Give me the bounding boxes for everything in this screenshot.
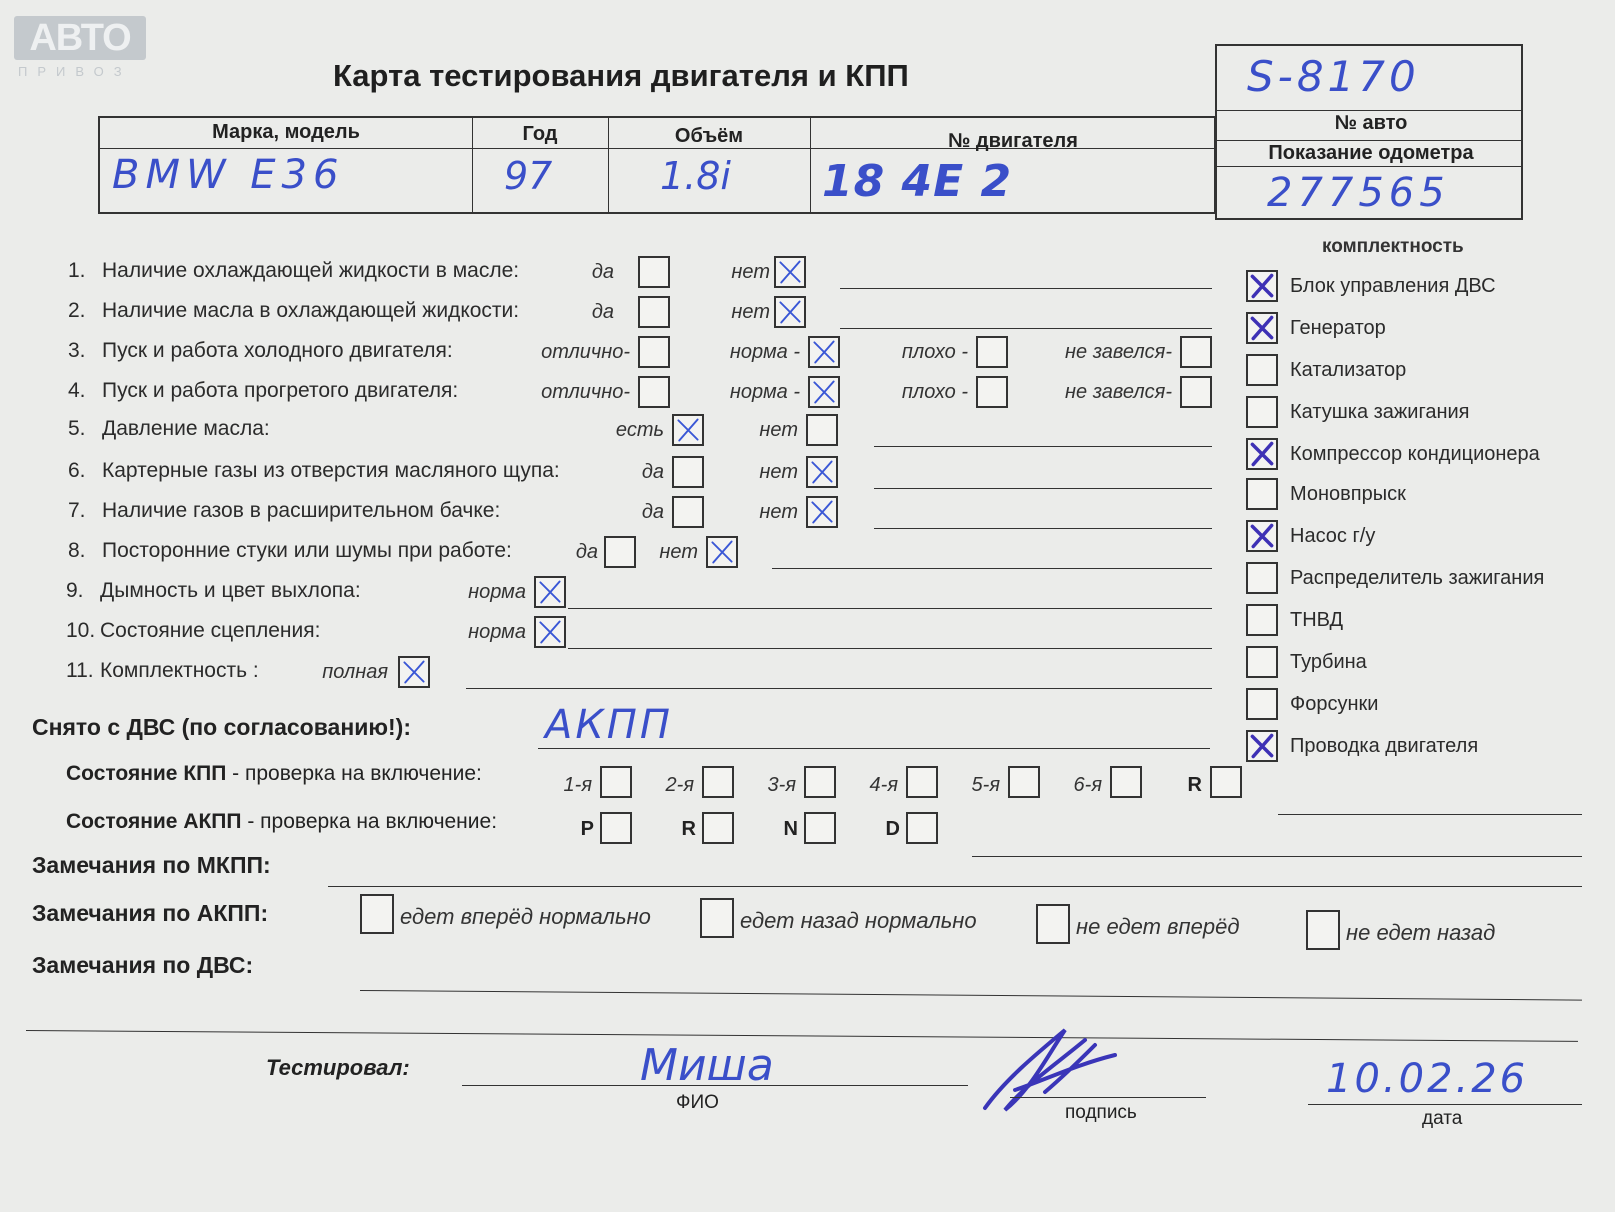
- fio-label: ФИО: [676, 1092, 719, 1113]
- check-option-label: полная: [322, 661, 388, 683]
- completeness-item-label: Генератор: [1290, 317, 1386, 339]
- check-text: Посторонние стуки или шумы при работе:: [102, 539, 512, 562]
- check-option-label: не завелся-: [1065, 381, 1172, 403]
- completeness-checkbox[interactable]: [1246, 604, 1278, 636]
- auto-no-label: № авто: [1334, 112, 1408, 134]
- check-number: 3.: [68, 339, 86, 362]
- kpp-gear-label: 3-я: [767, 774, 796, 796]
- akpp-remark-label: едет назад нормально: [740, 908, 977, 933]
- check-comment-line: [840, 288, 1212, 289]
- check-option-label: нет: [659, 541, 698, 563]
- completeness-checkbox[interactable]: [1246, 396, 1278, 428]
- check-option-box[interactable]: [706, 536, 738, 568]
- check-option-box[interactable]: [534, 576, 566, 608]
- completeness-checkbox[interactable]: [1246, 646, 1278, 678]
- kpp-gear-label: 1-я: [563, 774, 592, 796]
- completeness-item-label: Моновпрыск: [1290, 483, 1406, 505]
- make-model-value: BMW E36: [112, 152, 345, 198]
- remarks-dvs-line-2: [26, 1030, 1578, 1042]
- sign-label: подпись: [1065, 1102, 1137, 1123]
- kpp-gear-label: 2-я: [665, 774, 694, 796]
- kpp-label-bold: Состояние КПП: [66, 762, 227, 785]
- akpp-position-label: R: [681, 818, 696, 840]
- check-mark-icon: [808, 458, 836, 486]
- kpp-label-rest: - проверка на включение:: [226, 762, 482, 785]
- completeness-item-label: Катализатор: [1290, 359, 1407, 381]
- check-option-label: да: [591, 301, 614, 323]
- remarks-mkpp-line: [328, 886, 1582, 887]
- check-option-label: не завелся-: [1065, 341, 1172, 363]
- date-line: [1308, 1104, 1582, 1105]
- check-mark-icon: [536, 578, 564, 606]
- check-option-label: плохо -: [901, 341, 968, 363]
- remarks-dvs-line-1: [360, 990, 1582, 1001]
- sign-line: [1010, 1097, 1206, 1098]
- logo-sub-text: ПРИВОЗ: [18, 64, 132, 79]
- akpp-position-label: P: [580, 818, 594, 840]
- check-option-label: плохо -: [901, 381, 968, 403]
- check-option-label: отлично-: [541, 341, 630, 363]
- date-value: 10.02.26: [1326, 1056, 1529, 1102]
- completeness-checkbox[interactable]: [1246, 688, 1278, 720]
- akpp-remark-box[interactable]: [1036, 904, 1070, 944]
- kpp-gear-label: 5-я: [971, 774, 1000, 796]
- completeness-item-label: Проводка двигателя: [1290, 735, 1479, 757]
- check-option-label: норма -: [729, 381, 800, 403]
- year-value: 97: [504, 154, 553, 198]
- check-number: 10.: [66, 619, 96, 642]
- completeness-item-label: Форсунки: [1290, 693, 1379, 715]
- check-option-label: отлично-: [541, 381, 630, 403]
- auto-odometer-box: [1215, 44, 1523, 220]
- odometer-value: 277565: [1267, 170, 1450, 216]
- completeness-item-label: Блок управления ДВС: [1290, 275, 1496, 297]
- check-option-label: нет: [759, 501, 798, 523]
- check-text: Пуск и работа холодного двигателя:: [102, 339, 453, 362]
- engine-no-header: № двигателя: [948, 130, 1078, 152]
- kpp-gear-label: R: [1187, 774, 1202, 796]
- year-header: Год: [522, 123, 558, 145]
- page-title: Карта тестирования двигателя и КПП: [333, 58, 909, 93]
- completeness-checkbox[interactable]: [1246, 562, 1278, 594]
- kpp-gear-box[interactable]: [1210, 766, 1242, 798]
- kpp-gear-label: 6-я: [1073, 774, 1102, 796]
- completeness-checkbox[interactable]: [1246, 520, 1278, 552]
- check-text: Картерные газы из отверстия масляного щупа:: [102, 459, 560, 482]
- auto-no-value: S-8170: [1247, 52, 1420, 101]
- check-text: Дымность и цвет выхлопа:: [100, 579, 361, 602]
- vehicle-info-table: [98, 116, 1216, 214]
- date-label: дата: [1422, 1108, 1463, 1129]
- check-text: Давление масла:: [102, 417, 270, 440]
- check-option-box[interactable]: [774, 296, 806, 328]
- remarks-dvs-label: Замечания по ДВС:: [32, 952, 254, 978]
- check-option-box[interactable]: [806, 414, 838, 446]
- check-option-box[interactable]: [534, 616, 566, 648]
- kpp-gear-label: 4-я: [869, 774, 898, 796]
- remarks-mkpp-label: Замечания по МКПП:: [32, 852, 271, 878]
- akpp-remark-box[interactable]: [1306, 910, 1340, 950]
- engine-no-value: 18 4E 2: [822, 156, 1013, 207]
- check-number: 5.: [68, 417, 86, 440]
- completeness-title: комплектность: [1322, 236, 1464, 257]
- check-number: 11.: [66, 659, 94, 682]
- completeness-checkbox[interactable]: [1246, 270, 1278, 302]
- check-mark-icon: [1248, 314, 1276, 342]
- volume-value: 1.8i: [660, 154, 731, 198]
- check-text: Комплектность :: [100, 659, 259, 682]
- check-comment-line: [772, 568, 1212, 569]
- check-comment-line: [840, 328, 1212, 329]
- check-option-label: нет: [731, 301, 770, 323]
- akpp-label-rest: - проверка на включение:: [241, 810, 498, 833]
- make-model-header: Марка, модель: [212, 121, 360, 143]
- completeness-checkbox[interactable]: [1246, 730, 1278, 762]
- check-comment-line: [568, 608, 1212, 609]
- completeness-item-label: Турбина: [1290, 651, 1367, 673]
- completeness-item-label: Распределитель зажигания: [1290, 567, 1545, 589]
- check-mark-icon: [1248, 522, 1276, 550]
- check-mark-icon: [1248, 272, 1276, 300]
- check-text: Наличие газов в расширительном бачке:: [102, 499, 501, 522]
- check-mark-icon: [400, 658, 428, 686]
- check-option-label: нет: [759, 419, 798, 441]
- removed-label: Снято с ДВС (по согласованию!):: [32, 714, 411, 740]
- check-number: 1.: [68, 259, 86, 282]
- check-mark-icon: [1248, 440, 1276, 468]
- check-number: 2.: [68, 299, 86, 322]
- check-number: 7.: [68, 499, 86, 522]
- akpp-position-label: D: [885, 818, 900, 840]
- logo-main-text: АВТО: [14, 16, 146, 60]
- check-mark-icon: [1248, 732, 1276, 760]
- completeness-checkbox[interactable]: [1246, 438, 1278, 470]
- volume-header: Объём: [674, 125, 744, 147]
- completeness-checkbox[interactable]: [1246, 312, 1278, 344]
- completeness-item-label: Катушка зажигания: [1290, 401, 1470, 423]
- check-option-label: да: [591, 261, 614, 283]
- akpp-line: [972, 856, 1582, 857]
- completeness-checkbox[interactable]: [1246, 478, 1278, 510]
- akpp-remark-box[interactable]: [700, 898, 734, 938]
- check-option-label: есть: [615, 419, 664, 441]
- check-option-label: норма -: [729, 341, 800, 363]
- check-mark-icon: [708, 538, 736, 566]
- logo: [14, 16, 150, 82]
- completeness-checkbox[interactable]: [1246, 354, 1278, 386]
- akpp-label-bold: Состояние АКПП: [66, 810, 242, 833]
- check-option-label: да: [575, 541, 598, 563]
- check-option-box[interactable]: [806, 496, 838, 528]
- check-option-box[interactable]: [806, 456, 838, 488]
- check-comment-line: [568, 648, 1212, 649]
- fio-value: Миша: [640, 1040, 774, 1091]
- completeness-item-label: Компрессор кондиционера: [1290, 443, 1540, 465]
- check-option-box[interactable]: [398, 656, 430, 688]
- check-number: 8.: [68, 539, 86, 562]
- check-option-box[interactable]: [1180, 336, 1212, 368]
- removed-value: АКПП: [545, 702, 673, 748]
- check-mark-icon: [776, 298, 804, 326]
- check-comment-line: [874, 528, 1212, 529]
- check-option-label: нет: [731, 261, 770, 283]
- akpp-remark-box[interactable]: [360, 894, 394, 934]
- removed-line: [538, 748, 1210, 749]
- check-option-label: да: [641, 501, 664, 523]
- odometer-label: Показание одометра: [1268, 142, 1474, 164]
- completeness-item-label: Насос г/у: [1290, 525, 1376, 547]
- check-comment-line: [466, 688, 1212, 689]
- check-number: 9.: [66, 579, 84, 602]
- akpp-position-box[interactable]: [906, 812, 938, 844]
- check-text: Пуск и работа прогретого двигателя:: [102, 379, 459, 402]
- check-option-label: нет: [759, 461, 798, 483]
- check-option-box[interactable]: [774, 256, 806, 288]
- check-mark-icon: [776, 258, 804, 286]
- check-mark-icon: [536, 618, 564, 646]
- check-comment-line: [874, 488, 1212, 489]
- check-text: Наличие масла в охлаждающей жидкости:: [102, 299, 520, 322]
- tested-label: Тестировал:: [266, 1055, 410, 1080]
- kpp-line: [1278, 814, 1582, 815]
- check-option-label: да: [641, 461, 664, 483]
- check-text: Наличие охлаждающей жидкости в масле:: [102, 259, 520, 282]
- check-number: 4.: [68, 379, 86, 402]
- check-option-label: норма: [468, 581, 526, 603]
- check-option-box[interactable]: [1180, 376, 1212, 408]
- check-number: 6.: [68, 459, 86, 482]
- check-text: Состояние сцепления:: [100, 619, 321, 642]
- check-mark-icon: [808, 498, 836, 526]
- akpp-remark-label: не едет вперёд: [1076, 914, 1240, 939]
- completeness-item-label: ТНВД: [1290, 609, 1344, 631]
- akpp-remark-label: едет вперёд нормально: [400, 904, 651, 929]
- remarks-akpp-label: Замечания по АКПП:: [32, 900, 269, 926]
- check-comment-line: [874, 446, 1212, 447]
- check-option-label: норма: [468, 621, 526, 643]
- akpp-remark-label: не едет назад: [1346, 920, 1496, 945]
- akpp-position-label: N: [783, 818, 798, 840]
